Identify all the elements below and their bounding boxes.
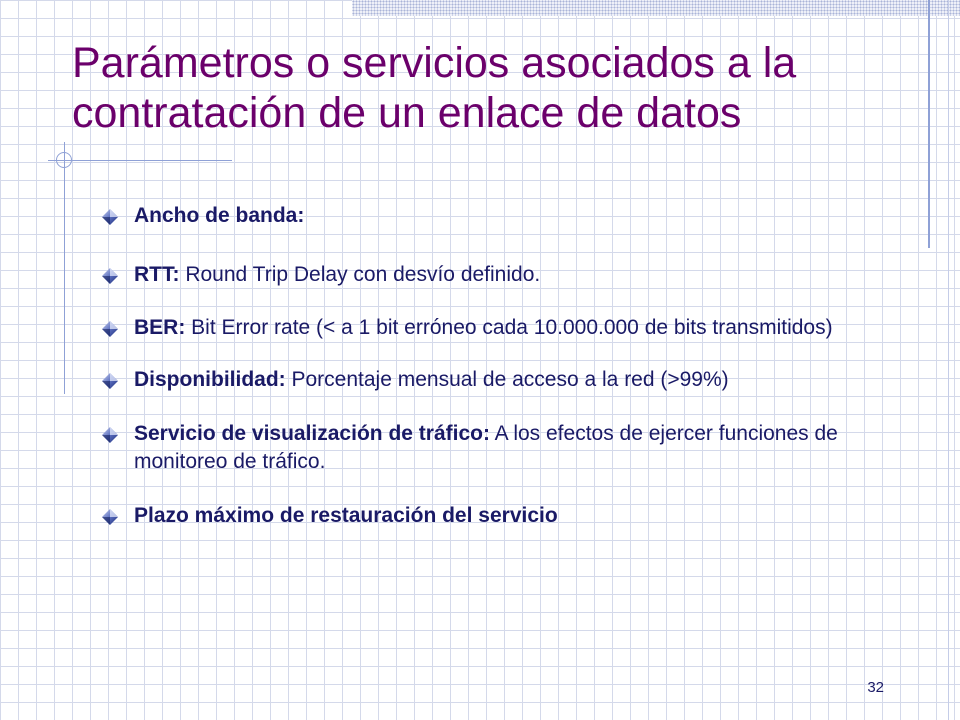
bullet-text: A los efectos de ejercer funciones de monitoreo de tráfico. [134, 422, 838, 473]
diamond-bullet-icon [102, 209, 118, 225]
bullet-term: Ancho de banda: [134, 204, 305, 227]
bullet-text: Round Trip Delay con desvío definido. [179, 263, 541, 286]
diamond-bullet-icon [102, 373, 118, 389]
decorative-circle-icon [56, 152, 72, 168]
diamond-bullet-icon [102, 321, 118, 337]
bullet-item-ancho-de-banda [102, 202, 902, 230]
diamond-bullet-icon [102, 509, 118, 525]
slide-title [72, 38, 932, 138]
bullet-item-visualizacion-trafico [102, 420, 902, 476]
page-number: 32 [867, 679, 884, 696]
bullet-text: Bit Error rate (< a 1 bit erróneo cada 10.000.000 de bits transmitidos) [185, 316, 833, 339]
slide-title-line-1: Parámetros o servicios asociados a la [72, 39, 797, 87]
diamond-bullet-icon [102, 427, 118, 443]
bullet-item-plazo-restauracion [102, 502, 902, 530]
bullet-item-ber [102, 314, 902, 342]
bullet-term: RTT: [134, 263, 180, 286]
bullet-item-rtt [102, 261, 902, 289]
bullet-item-disponibilidad [102, 366, 902, 394]
decorative-line-vertical [64, 142, 65, 394]
bullet-term: Disponibilidad: [134, 368, 286, 391]
bullet-term: Servicio de visualización de tráfico: [134, 422, 490, 445]
diamond-bullet-icon [102, 268, 118, 284]
decorative-line-horizontal [48, 160, 232, 161]
bullet-text: Porcentaje mensual de acceso a la red (>99%) [285, 368, 729, 391]
slide-title-line-2: contratación de un enlace de datos [72, 89, 742, 137]
bullet-term: Plazo máximo de restauración del servicio [134, 504, 558, 527]
bullet-list [102, 202, 902, 530]
bullet-term: BER: [134, 316, 186, 339]
decorative-line-right-thin [948, 0, 949, 720]
top-dotted-band [352, 0, 960, 16]
